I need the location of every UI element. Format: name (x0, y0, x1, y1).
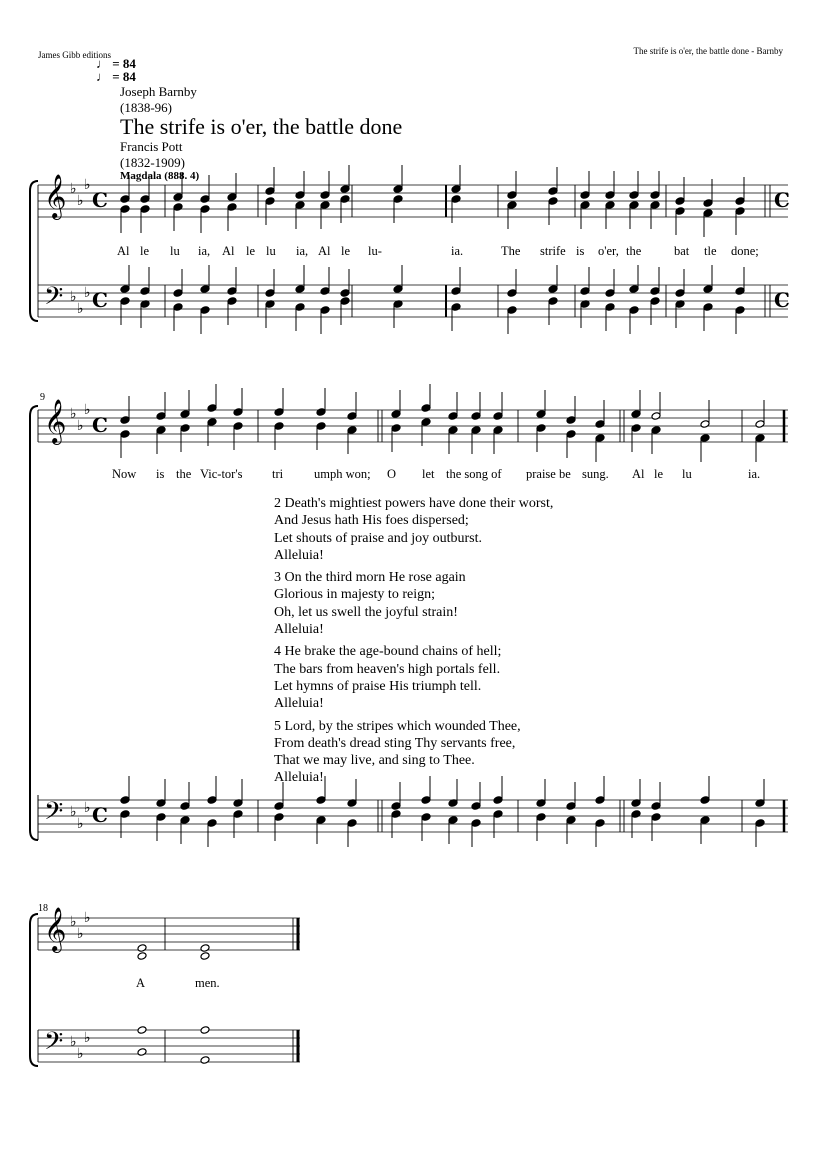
note-head (675, 207, 685, 216)
note-head (274, 408, 284, 417)
verse-line: 5 Lord, by the stripes which wounded Thee, (274, 718, 521, 734)
note-head (120, 297, 130, 306)
note-head (735, 197, 745, 206)
note-head (120, 796, 130, 805)
note-head (393, 195, 403, 204)
note-head (320, 191, 330, 200)
flat-icon: ♭ (84, 1030, 91, 1046)
note-head (700, 796, 710, 805)
note-head (200, 205, 210, 214)
lyric-syllable: Al (117, 244, 130, 258)
note-head (393, 285, 403, 294)
note-head (703, 209, 713, 218)
bass-clef-icon: 𝄢 (44, 1027, 64, 1062)
note-head (391, 802, 401, 811)
note-head (120, 810, 130, 819)
note-head (137, 944, 147, 953)
note-head (391, 424, 401, 433)
note-head (580, 201, 590, 210)
note-head (120, 205, 130, 214)
note-head (566, 416, 576, 425)
treble-clef-icon: 𝄞 (44, 399, 67, 443)
note-head (274, 422, 284, 431)
note-head (493, 412, 503, 421)
note-head (595, 420, 605, 429)
note-head (507, 306, 517, 315)
lyric-syllable: Vic-tor's (200, 467, 243, 481)
note-head (140, 287, 150, 296)
note-head (703, 199, 713, 208)
note-head (566, 816, 576, 825)
note-head (391, 410, 401, 419)
flat-icon: ♭ (77, 418, 84, 434)
note-head (735, 287, 745, 296)
verse-line: Alleluia! (274, 547, 324, 563)
note-head (120, 430, 130, 439)
note-head (137, 952, 147, 961)
note-head (548, 297, 558, 306)
note-head (180, 816, 190, 825)
verse-line: From death's dread sting Thy servants free, (274, 735, 516, 751)
lyric-syllable: o'er, (598, 244, 619, 258)
note-head (233, 408, 243, 417)
note-head (156, 813, 166, 822)
lyric-syllable: ia. (748, 467, 761, 481)
note-head (507, 289, 517, 298)
tune-name: Magdala (888. 4) (120, 170, 200, 182)
note-head (651, 802, 661, 811)
verse-line: 3 On the third morn He rose again (274, 570, 466, 586)
note-head (393, 185, 403, 194)
system-bracket (30, 406, 38, 840)
note-head (340, 185, 350, 194)
note-head (340, 297, 350, 306)
tempo-marking: ♩ = 84 (96, 69, 136, 84)
measure-number: 18 (38, 903, 48, 914)
common-time-icon: C (774, 288, 790, 312)
lyric-syllable: the (626, 244, 642, 258)
note-head (493, 796, 503, 805)
lyric-syllable: le (654, 467, 664, 481)
note-head (274, 802, 284, 811)
note-head (735, 306, 745, 315)
note-head (631, 424, 641, 433)
note-head (471, 412, 481, 421)
note-head (200, 285, 210, 294)
note-head (536, 410, 546, 419)
note-head (227, 203, 237, 212)
note-head (137, 1026, 147, 1035)
common-time-icon: C (92, 188, 108, 212)
note-head (595, 434, 605, 443)
note-head (180, 424, 190, 433)
common-time-icon: C (92, 413, 108, 437)
common-time-icon: C (92, 803, 108, 827)
verses-block (274, 495, 553, 792)
note-head (755, 434, 765, 443)
note-head (675, 197, 685, 206)
note-head (180, 410, 190, 419)
note-head (605, 191, 615, 200)
lyric-syllable: Al (222, 244, 235, 258)
lyric-syllable: Al (318, 244, 331, 258)
flat-icon: ♭ (84, 285, 91, 301)
note-head (391, 810, 401, 819)
note-head (700, 816, 710, 825)
note-head (755, 420, 765, 429)
tempo-marking: ♩ = 84 (96, 56, 136, 71)
note-head (580, 191, 590, 200)
running-title: The strife is o'er, the battle done - Barnby (633, 46, 783, 56)
lyric-syllable: praise be (526, 467, 571, 481)
note-head (605, 289, 615, 298)
note-head (316, 408, 326, 417)
note-head (173, 203, 183, 212)
note-head (295, 201, 305, 210)
lyric-syllable: done; (731, 244, 759, 258)
lyric-syllable: bat (674, 244, 690, 258)
note-head (755, 819, 765, 828)
lyric-syllable: ia, (198, 244, 211, 258)
note-head (451, 287, 461, 296)
note-head (536, 813, 546, 822)
note-head (650, 201, 660, 210)
lyric-syllable: Al (632, 467, 645, 481)
note-head (471, 426, 481, 435)
verse-line: And Jesus hath His foes dispersed; (274, 513, 469, 529)
note-head (207, 796, 217, 805)
lyric-syllable: The (501, 244, 521, 258)
lyric-syllable: tri (272, 467, 284, 481)
note-head (471, 819, 481, 828)
note-head (316, 422, 326, 431)
note-head (274, 813, 284, 822)
note-head (200, 1056, 210, 1065)
note-head (265, 289, 275, 298)
note-head (156, 412, 166, 421)
note-head (703, 303, 713, 312)
note-head (233, 422, 243, 431)
treble-clef-icon: 𝄞 (44, 174, 67, 218)
lyric-syllable: let (422, 467, 435, 481)
system-bracket (30, 914, 38, 1066)
flat-icon: ♭ (84, 177, 91, 193)
system-bracket (30, 181, 38, 321)
note-head (207, 404, 217, 413)
lyric-syllable: umph won; (314, 467, 371, 481)
verse-line: Alleluia! (274, 622, 324, 638)
note-head (340, 195, 350, 204)
lyric-syllable: strife (540, 244, 566, 258)
lyric-syllable: ia, (296, 244, 309, 258)
note-head (200, 944, 210, 953)
flat-icon: ♭ (77, 816, 84, 832)
note-head (347, 412, 357, 421)
note-head (548, 197, 558, 206)
verse-line: The bars from heaven's high portals fell. (274, 661, 501, 677)
publisher-label: James Gibb editions (38, 50, 111, 60)
verse-line: Alleluia! (274, 770, 324, 786)
note-head (650, 287, 660, 296)
note-head (566, 802, 576, 811)
note-head (651, 426, 661, 435)
lyric-syllable: the (176, 467, 192, 481)
note-head (580, 287, 590, 296)
note-head (207, 418, 217, 427)
flat-icon: ♭ (77, 193, 84, 209)
note-head (295, 191, 305, 200)
note-head (316, 816, 326, 825)
note-head (451, 303, 461, 312)
note-head (448, 412, 458, 421)
note-head (140, 205, 150, 214)
note-head (207, 819, 217, 828)
flat-icon: ♭ (70, 181, 77, 197)
note-head (448, 426, 458, 435)
note-head (675, 289, 685, 298)
lyric-syllable: lu (682, 467, 692, 481)
lyric-syllable: lu- (368, 244, 382, 258)
verse-line: 2 Death's mightiest powers have done their worst, (274, 496, 554, 511)
flat-icon: ♭ (84, 800, 91, 816)
note-head (451, 195, 461, 204)
note-head (421, 418, 431, 427)
note-head (629, 306, 639, 315)
note-head (507, 201, 517, 210)
note-head (265, 187, 275, 196)
verse-line: 4 He brake the age-bound chains of hell; (274, 644, 502, 660)
flat-icon: ♭ (70, 289, 77, 305)
note-head (140, 195, 150, 204)
note-head (631, 810, 641, 819)
note-head (316, 796, 326, 805)
flat-icon: ♭ (84, 402, 91, 418)
note-head (421, 404, 431, 413)
note-head (233, 810, 243, 819)
note-head (295, 303, 305, 312)
note-head (173, 193, 183, 202)
note-head (200, 195, 210, 204)
lyric-syllable: the song of (446, 467, 502, 481)
note-head (629, 191, 639, 200)
measure-number: 9 (40, 392, 45, 403)
verse-4 (274, 643, 553, 712)
note-head (629, 201, 639, 210)
note-head (200, 952, 210, 961)
verse-line: Let shouts of praise and joy outburst. (274, 530, 483, 546)
note-head (536, 424, 546, 433)
page-title: The strife is o'er, the battle done (120, 114, 403, 139)
lyric-syllable: Now (112, 467, 137, 481)
flat-icon: ♭ (70, 914, 77, 930)
lyric-syllable: le (341, 244, 351, 258)
note-head (200, 306, 210, 315)
note-head (548, 285, 558, 294)
lyric-syllable: lu (266, 244, 276, 258)
note-head (629, 285, 639, 294)
verse-2 (274, 495, 553, 564)
lyric-syllable: men. (195, 976, 220, 990)
verse-3 (274, 569, 553, 638)
note-head (605, 201, 615, 210)
note-head (548, 187, 558, 196)
note-head (631, 410, 641, 419)
note-head (320, 201, 330, 210)
bass-clef-icon: 𝄢 (44, 797, 64, 832)
note-head (595, 819, 605, 828)
note-head (295, 285, 305, 294)
note-head (651, 412, 661, 421)
verse-line: That we may live, and sing to Thee. (274, 753, 475, 769)
note-head (180, 802, 190, 811)
verse-line: Glorious in majesty to reign; (274, 587, 435, 603)
note-head (340, 289, 350, 298)
note-head (700, 420, 710, 429)
note-head (227, 287, 237, 296)
note-head (471, 802, 481, 811)
note-head (227, 193, 237, 202)
note-head (700, 434, 710, 443)
verse-line: Let hymns of praise His triumph tell. (274, 678, 482, 694)
flat-icon: ♭ (77, 1046, 84, 1062)
note-head (227, 297, 237, 306)
composer-dates: (1838-96) (120, 100, 172, 115)
note-head (703, 285, 713, 294)
flat-icon: ♭ (70, 804, 77, 820)
lyric-syllable: is (156, 467, 165, 481)
note-head (120, 416, 130, 425)
bass-clef-icon: 𝄢 (44, 282, 64, 317)
flat-icon: ♭ (70, 406, 77, 422)
note-head (200, 1026, 210, 1035)
note-head (650, 297, 660, 306)
note-head (493, 426, 503, 435)
note-head (137, 1048, 147, 1057)
note-head (595, 796, 605, 805)
note-head (156, 426, 166, 435)
lyric-syllable: is (576, 244, 585, 258)
verse-line: Oh, let us swell the joyful strain! (274, 604, 458, 620)
note-head (650, 191, 660, 200)
note-head (173, 303, 183, 312)
lyric-syllable: sung. (582, 467, 609, 481)
lyricist-name: Francis Pott (120, 139, 183, 154)
note-head (347, 426, 357, 435)
common-time-icon: C (92, 288, 108, 312)
note-head (605, 303, 615, 312)
note-head (347, 819, 357, 828)
note-head (120, 285, 130, 294)
lyric-syllable: le (246, 244, 256, 258)
verse-line: Alleluia! (274, 696, 324, 712)
composer-name: Joseph Barnby (120, 84, 197, 99)
note-head (421, 796, 431, 805)
note-head (507, 191, 517, 200)
lyricist-dates: (1832-1909) (120, 155, 185, 170)
lyric-syllable: O (387, 467, 397, 481)
note-head (120, 195, 130, 204)
flat-icon: ♭ (70, 1034, 77, 1050)
note-head (566, 430, 576, 439)
lyric-syllable: A (136, 976, 146, 990)
note-head (421, 813, 431, 822)
note-head (735, 207, 745, 216)
note-head (265, 197, 275, 206)
treble-clef-icon: 𝄞 (44, 907, 67, 951)
lyric-syllable: tle (704, 244, 717, 258)
flat-icon: ♭ (77, 926, 84, 942)
note-head (493, 810, 503, 819)
verse-5 (274, 718, 553, 787)
note-head (448, 816, 458, 825)
flat-icon: ♭ (77, 301, 84, 317)
note-head (651, 813, 661, 822)
lyric-syllable: lu (170, 244, 180, 258)
lyric-syllable: le (140, 244, 150, 258)
lyric-syllable: ia. (451, 244, 464, 258)
note-head (173, 289, 183, 298)
note-head (320, 287, 330, 296)
note-head (320, 306, 330, 315)
note-head (451, 185, 461, 194)
flat-icon: ♭ (84, 910, 91, 926)
common-time-icon: C (774, 188, 790, 212)
